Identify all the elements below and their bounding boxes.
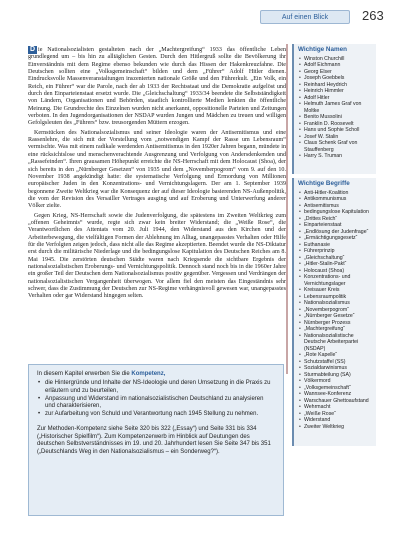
drop-letter: D	[29, 46, 36, 53]
paragraph-1-text: ie Nationalsozialisten gestalteten nach der „Machtergreifung“ 1933 das öffentliche Leben grundlegend um – bis hin zu alltäglichen Gesten. Durch den Hitlergruß sollte die Bevölkerung ihr Einverständnis mit dem Regime ebenso bekunden wie durch das Hissen der Hakenkreuzfahne. Die Deutschen sollten eine „Volksgemeinschaft“ bilden und dem „Führer“ Adolf Hitler dienen. Eindrucksvolle Massenveranstaltungen inszenierten nationale Größe und den Führerkult. „Ein Volk, ein Reich, ein Führer“ war die Parole, nach der ab 1933 der Rechtsstaat und die Demokratie aufgelöst und durch den Einparteienstaat ersetzt wurde. Die „Gleichschaltung“ 1933/34 beendete die Selbstständigkeit von Ländern, Organisationen und Behörden, staatlich kontrollierte Medien lenkten die öffentliche Meinung. Die Grundrechte des Einzelnen wurden nicht anerkannt, oppositionelle Parteien und Zeitungen verboten. In den Jugendorganisationen der NSDAP wurden Jungen und Mädchen zu treuen und willigen Gefolgsleuten des „Führers“ bzw. treusorgenden Müttern erzogen.	[28, 47, 286, 127]
sidebar-people-list	[298, 56, 372, 160]
page-number: 263	[362, 8, 384, 23]
term-item: • „Endlösung der Judenfrage“	[304, 229, 372, 236]
term-item: • bedingungslose Kapitulation	[304, 209, 372, 216]
section-tab: Auf einen Blick	[260, 10, 350, 24]
person-item: • Georg Elser	[304, 69, 372, 76]
competence-box	[28, 364, 284, 516]
person-item: • Harry S. Truman	[304, 153, 372, 160]
term-item: • Schutzstaffel (SS)	[304, 359, 372, 366]
competence-keyword: Kompetenz,	[131, 371, 166, 377]
term-item: • Zweiter Weltkrieg	[304, 424, 372, 431]
person-item: • Heinrich Himmler	[304, 88, 372, 95]
person-item: • Claus Schenk Graf von Stauffenberg	[304, 140, 372, 153]
term-item: • „Volksgemeinschaft“	[304, 385, 372, 392]
term-item: • Wehrmacht	[304, 404, 372, 411]
sidebar-terms-title: Wichtige Begriffe	[298, 180, 350, 187]
term-item: • Antikommunismus	[304, 196, 372, 203]
term-item: • Holocaust (Shoa)	[304, 268, 372, 275]
term-item: • Führerprinzip	[304, 248, 372, 255]
term-item: • Nationalsozialismus	[304, 300, 372, 307]
paragraph-3: Gegen Krieg, NS-Herrschaft sowie die Judenverfolgung, die spätestens im Zweiten Weltkrieg zum „offenen Geheimnis“ wurde, regte sich zwar kein breiter Widerstand; die „Weiße Rose“, die Verantwortlichen des Attentats vom 20. Juli 1944, den Widerstand aus den Kirchen und der Arbeiterbewegung, die vielfältigen Formen der Ablehnung im Alltag, unangepasstes Verhalten oder Hilfe für die Verfolgten zeigen jedoch, dass nicht alle das Regime akzeptierten. Beendet wurde die NS-Diktatur erst durch die militärische Niederlage und die bedingungslose Kapitulation des Deutschen Reiches am 8. Mai 1945. Die zerstörten deutschen Städte waren nach Kriegsende die sichtbare Ergebnis der nationalsozialistischen Eroberungs- und Vernichtungspolitik. Dennoch stand noch bis in die 1960er Jahre ein großer Teil der Deutschen dem Nationalsozialismus positiv gegenüber. Vergessen und Verdrängen der nationalsozialistischen Vergangenheit überwogen. Vor allem fiel den meisten das Eingeständnis sehr schwer, dass die Zustimmung der Deutschen zur NS-Regime verhängnisvoll gewesen war, unangepasstes Verhalten oder gar Widerstand hingegen selten.	[28, 212, 286, 300]
term-item: • „Machtergreifung“	[304, 326, 372, 333]
competence-intro-text: In diesem Kapitel erwerben Sie die	[37, 371, 132, 377]
competence-item: • Anpassung und Widerstand im nationalsozialistischen Deutschland zu analysieren und charakterisieren,	[45, 396, 275, 411]
person-item: • Franklin D. Roosevelt	[304, 121, 372, 128]
term-item: • „Gleichschaltung“	[304, 255, 372, 262]
person-item: • Helmuth James Graf von Moltke	[304, 101, 372, 114]
person-item: • Adolf Hitler	[304, 95, 372, 102]
competence-intro	[37, 371, 275, 378]
term-item: • Antisemitismus	[304, 203, 372, 210]
term-item: • „Hitler-Stalin-Pakt“	[304, 261, 372, 268]
term-item: • „Weiße Rose“	[304, 411, 372, 418]
competence-list	[37, 380, 275, 418]
person-item: • Reinhard Heydrich	[304, 82, 372, 89]
term-item: • „Ermächtigungsgesetz“	[304, 235, 372, 242]
sidebar-people-title: Wichtige Namen	[298, 46, 347, 53]
term-item: • Konzentrations- und Vernichtungslager	[304, 274, 372, 287]
person-item: • Benito Mussolini	[304, 114, 372, 121]
term-item: • Sozialdarwinismus	[304, 365, 372, 372]
term-item: • Wannsee-Konferenz	[304, 391, 372, 398]
term-item: • Euthanasie	[304, 242, 372, 249]
term-item: • „Novemberpogrom“	[304, 307, 372, 314]
term-item: • Einparteienstaat	[304, 222, 372, 229]
sidebar-terms	[292, 178, 376, 446]
term-item: • „Rote Kapelle“	[304, 352, 372, 359]
main-text	[28, 46, 286, 303]
person-item: • Winston Churchill	[304, 56, 372, 63]
sidebar-people	[292, 44, 376, 174]
term-item: • Lebensraumpolitik	[304, 294, 372, 301]
term-item: • „Drittes Reich“	[304, 216, 372, 223]
sidebar-terms-list	[298, 190, 372, 431]
term-item: • Anti-Hitler-Koalition	[304, 190, 372, 197]
term-item: • Widerstand	[304, 417, 372, 424]
term-item: • Völkermord	[304, 378, 372, 385]
term-item: • Kreisauer Kreis	[304, 287, 372, 294]
competence-item: • die Hintergründe und Inhalte der NS-Ideologie und deren Umsetzung in die Praxis zu erläutern und zu beurteilen,	[45, 380, 275, 395]
term-item: • Sturmabteilung (SA)	[304, 372, 372, 379]
method-note: Zur Methoden-Kompetenz siehe Seite 320 bis 322 („Essay“) und Seite 331 bis 334 („Historischer Spielfilm“). Zum Kompetenzerwerb im Hinblick auf Deutungen des deutschen Selbstverständnisses im 19. und 20. Jahrhundert lesen Sie Seite 347 bis 351 („Deutschlands Weg in den Nationalsozialismus – ein Sonderweg?“).	[37, 426, 271, 455]
term-item: • Warschauer Ghettoaufstand	[304, 398, 372, 405]
term-item: • „Nürnberger Gesetze“	[304, 313, 372, 320]
margin-rule	[286, 44, 288, 374]
person-item: • Adolf Eichmann	[304, 62, 372, 69]
term-item: • Nürnberger Prozess	[304, 320, 372, 327]
paragraph-2: Kernstücken des Nationalsozialismus und seiner Ideologie waren der Antisemitismus und eine Rassenlehre, die sich mit der Vorstellung vom „notwendigen Kampf der Rasse um Lebensraum“ vermischte. Was mit einem radikale werdenden Antisemitismus in den 1920er Jahren begann, mündete in eine rücksichtslose und menschenverachtende Ausgrenzung und Verfolgung von Andersdenkenden und „Rassefeinden“. Ihren grausamen Höhepunkt erreichte die NS-Herrschaft mit dem Holocaust (Shoa), der sich bereits in den „Nürnberger Gesetzen“ von 1935 und dem „Novemberpogrom“ vom 9. auf den 10. November 1938 angekündigt hatte: die systematische Verfolgung und Ermordung von Millionen europäischer Juden in den Konzentrations- und Vernichtungslagern. Der am 1. September 1939 begonnene Zweite Weltkrieg war die Konsequenz der auf dieser Ideologie basierenden NS-Außenpolitik, die vom der Revision des Versailler Vertrages ausging und auf Eroberung und Unterwerfung anderer Völker zielte.	[28, 129, 286, 210]
person-item: • Josef W. Stalin	[304, 134, 372, 141]
competence-item: • zur Aufarbeitung von Schuld und Verantwortung nach 1945 Stellung zu nehmen.	[45, 411, 275, 418]
person-item: • Joseph Goebbels	[304, 75, 372, 82]
paragraph-1	[28, 46, 286, 128]
term-item: • Nationalsozialistische Deutsche Arbeiterpartei (NSDAP)	[304, 333, 372, 353]
person-item: • Hans und Sophie Scholl	[304, 127, 372, 134]
